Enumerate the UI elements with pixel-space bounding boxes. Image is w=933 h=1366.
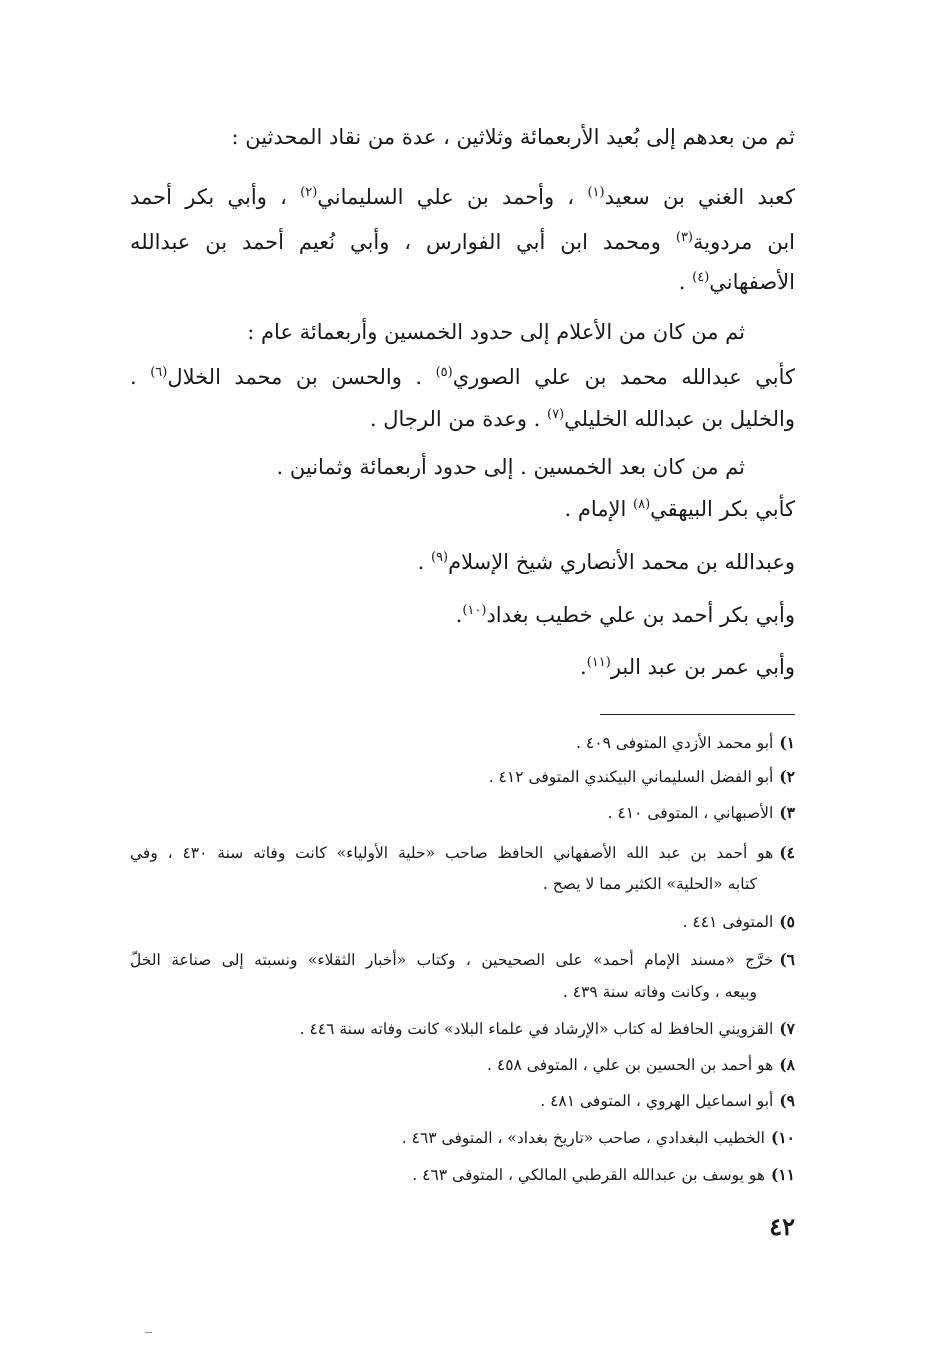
footnote-ref: (٣) (675, 230, 693, 245)
footnote-ref: (٢) (300, 185, 318, 200)
footnote-ref: (١) (587, 185, 605, 200)
footnote-ref: (٧) (547, 407, 565, 422)
footnote-ref: (٨) (633, 497, 651, 512)
footnote: ٩)أبو اسماعيل الهروي ، المتوفى ٤٨١ . (540, 1091, 795, 1110)
paragraph-line: وعبدالله بن محمد الأنصاري شيخ الإسلام$^{(٩)}$ . (417, 550, 795, 574)
paragraph-line: كأبي بكر البيهقي$^{(٨)}$ الإمام . (564, 497, 795, 521)
footnote: ٨)هو أحمد بن الحسين بن علي ، المتوفى ٤٥٨ . (487, 1055, 795, 1074)
paragraph-line: ثم من كان بعد الخمسين . إلى حدود أربعمائة وثمانين . (276, 455, 745, 479)
footnote: ٦)خرَّج «مسند الإمام أحمد» على الصحيحين ، وكتاب «أخبار الثقلاء» ونسبته إلى صناعة الخلّ (130, 950, 795, 969)
footnote: ٧)القزويني الحافظ له كتاب «الإرشاد في علماء البلاد» كانت وفاته سنة ٤٤٦ . (299, 1019, 795, 1038)
paragraph-line: كعبد الغني بن سعيد$^{(١)}$ ، وأحمد بن علي السليماني$^{(٢)}$ ، وأبي بكر أحمد (130, 185, 796, 209)
footnote-ref: (٥) (435, 365, 453, 380)
footnote: ٤)هو أحمد بن عبد الله الأصفهاني الحافظ صاحب «حلية الأولياء» كانت وفاته سنة ٤٣٠ ، وفي (130, 843, 795, 862)
paragraph-line: كأبي عبدالله محمد بن علي الصوري$^{(٥)}$ . والحسن بن محمد الخلال$^{(٦)}$ . (130, 365, 795, 389)
page-number: ٤٢ (769, 1212, 795, 1241)
paragraph-line: ثم من كان من الأعلام إلى حدود الخمسين وأربعمائة عام : (247, 320, 745, 344)
footnote-ref: (٦) (150, 365, 168, 380)
paragraph-line: وأبي بكر أحمد بن علي خطيب بغداد$^{(١٠)}$. (455, 603, 795, 627)
footnote: ١)أبو محمد الأزدي المتوفى ٤٠٩ . (576, 733, 795, 752)
footnote: ٣)الأصبهاني ، المتوفى ٤١٠ . (607, 803, 795, 822)
footnote-ref: (١٠) (462, 603, 487, 618)
paragraph-line: وأبي عمر بن عبد البر$^{(١١)}$. (580, 655, 795, 679)
footnote-separator (600, 714, 795, 715)
footnote: ١١)هو يوسف بن عبدالله القرطبي المالكي ، المتوفى ٤٦٣ . (412, 1165, 795, 1184)
footnote: ١٠)الخطيب البغدادي ، صاحب «تاريخ بغداد» ، المتوفى ٤٦٣ . (401, 1128, 795, 1147)
footnote-ref: (٩) (430, 550, 449, 565)
paragraph-line: والخليل بن عبدالله الخليلي$^{(٧)}$ . وعدة من الرجال . (369, 407, 795, 431)
footnote-ref: (٤) (692, 270, 710, 285)
footnote: ٢)أبو الفضل السليماني البيكندي المتوفى ٤١٢ . (488, 767, 795, 786)
paragraph-line: الأصفهاني$^{(٤)}$ . (678, 270, 795, 294)
footnote-continuation: وبيعه ، وكانت وفاته سنة ٤٣٩ . (562, 983, 757, 1001)
footnote: ٥)المتوفى ٤٤١ . (682, 912, 795, 931)
paragraph-line: ابن مردوية$^{(٣)}$ ومحمد ابن أبي الفوارس ، وأبي نُعيم أحمد بن عبدالله (130, 230, 796, 254)
scan-speck (145, 1332, 152, 1333)
paragraph-line: ثم من بعدهم إلى بُعيد الأربعمائة وثلاثين ، عدة من نقاد المحدثين : (231, 125, 795, 149)
footnote-ref: (١١) (586, 655, 611, 670)
footnote-continuation: كتابه «الحلية» الكثير مما لا يصح . (542, 875, 757, 893)
